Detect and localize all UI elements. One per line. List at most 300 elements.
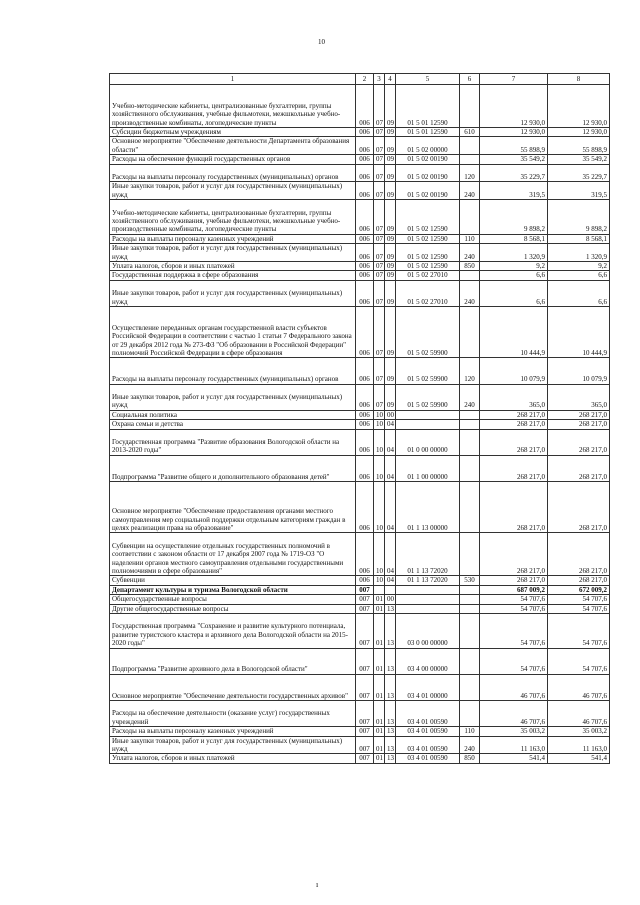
row-ministry-code-cell: 006 <box>356 420 374 429</box>
row-target-article-cell: 01 1 13 00000 <box>396 482 460 533</box>
row-expense-type-cell <box>460 155 480 164</box>
row-ministry-code-cell: 006 <box>356 137 374 155</box>
row-amount-year1-cell: 12 930,0 <box>480 85 548 128</box>
row-ministry-code-cell: 006 <box>356 307 374 358</box>
row-amount-year1-cell: 55 898,9 <box>480 137 548 155</box>
table-row <box>110 271 610 280</box>
row-amount-year1-cell: 54 707,6 <box>480 648 548 674</box>
row-amount-year1-cell: 268 217,0 <box>480 410 548 419</box>
row-amount-year1-cell: 268 217,0 <box>480 482 548 533</box>
row-subsection-cell: 09 <box>385 164 396 182</box>
table-row <box>110 200 610 235</box>
row-subsection-cell: 04 <box>385 429 396 455</box>
row-expense-type-cell <box>460 410 480 419</box>
row-expense-type-cell <box>460 271 480 280</box>
header-cell: 1 <box>110 74 356 85</box>
table-row <box>110 164 610 182</box>
row-ministry-code-cell: 007 <box>356 595 374 604</box>
row-ministry-code-cell: 007 <box>356 754 374 763</box>
row-ministry-code-cell: 006 <box>356 128 374 137</box>
row-name-cell: Основное мероприятие "Обеспечение предоставления органами местного самоуправления мер социальной поддержки отдельным категориям граждан в целях реализации права на образование" <box>110 482 356 533</box>
row-section-cell: 07 <box>374 384 385 410</box>
row-name-cell: Расходы на выплаты персоналу казенных учреждений <box>110 727 356 736</box>
row-name-cell: Государственная программа "Развитие образования Вологодской области на 2013-2020 годы" <box>110 429 356 455</box>
row-name-cell: Осуществление переданных органам государственной власти субъектов Российской Федерации в соответствии с частью 1 статьи 7 Федерального закона от 29 декабря 2012 года № 273-ФЗ "Об образовании в Российской Федерации" полномочий Российской Федерации в сфере образования <box>110 307 356 358</box>
header-cell: 2 <box>356 74 374 85</box>
row-amount-year2-cell: 54 707,6 <box>548 614 610 649</box>
row-target-article-cell: 01 5 02 59900 <box>396 358 460 384</box>
row-amount-year2-cell: 55 898,9 <box>548 137 610 155</box>
table-row <box>110 429 610 455</box>
row-section-cell: 01 <box>374 674 385 700</box>
row-subsection-cell: 13 <box>385 674 396 700</box>
row-subsection-cell: 09 <box>385 85 396 128</box>
row-section-cell: 01 <box>374 754 385 763</box>
table-row <box>110 533 610 576</box>
row-amount-year2-cell: 365,0 <box>548 384 610 410</box>
row-expense-type-cell <box>460 455 480 481</box>
row-subsection-cell: 09 <box>385 307 396 358</box>
row-amount-year2-cell: 268 217,0 <box>548 420 610 429</box>
table-row <box>110 648 610 674</box>
row-target-article-cell: 01 5 01 12590 <box>396 85 460 128</box>
row-amount-year1-cell: 6,6 <box>480 280 548 306</box>
row-name-cell: Иные закупки товаров, работ и услуг для государственных (муниципальных) нужд <box>110 384 356 410</box>
row-expense-type-cell: 850 <box>460 754 480 763</box>
row-ministry-code-cell: 006 <box>356 200 374 235</box>
row-expense-type-cell: 850 <box>460 262 480 271</box>
row-expense-type-cell: 240 <box>460 280 480 306</box>
row-amount-year1-cell: 35 003,2 <box>480 727 548 736</box>
row-amount-year1-cell: 9 898,2 <box>480 200 548 235</box>
row-ministry-code-cell: 006 <box>356 384 374 410</box>
row-section-cell: 07 <box>374 155 385 164</box>
row-name-cell: Основное мероприятие "Обеспечение деятельности государственных архивов" <box>110 674 356 700</box>
table-row <box>110 244 610 262</box>
row-amount-year2-cell: 35 229,7 <box>548 164 610 182</box>
table-row <box>110 754 610 763</box>
row-amount-year1-cell: 268 217,0 <box>480 576 548 585</box>
row-expense-type-cell: 110 <box>460 234 480 243</box>
row-target-article-cell: 01 5 02 27010 <box>396 271 460 280</box>
row-subsection-cell: 13 <box>385 648 396 674</box>
row-amount-year2-cell: 268 217,0 <box>548 455 610 481</box>
row-amount-year1-cell: 268 217,0 <box>480 455 548 481</box>
row-amount-year1-cell: 35 229,7 <box>480 164 548 182</box>
row-target-article-cell: 01 5 02 27010 <box>396 280 460 306</box>
row-target-article-cell: 03 4 01 00590 <box>396 700 460 726</box>
row-target-article-cell: 03 4 00 00000 <box>396 648 460 674</box>
row-subsection-cell: 13 <box>385 736 396 754</box>
row-ministry-code-cell: 006 <box>356 410 374 419</box>
row-subsection-cell: 13 <box>385 614 396 649</box>
row-amount-year2-cell: 10 079,9 <box>548 358 610 384</box>
row-ministry-code-cell: 006 <box>356 262 374 271</box>
row-subsection-cell: 13 <box>385 754 396 763</box>
row-target-article-cell: 01 5 02 59900 <box>396 307 460 358</box>
row-ministry-code-cell: 007 <box>356 648 374 674</box>
row-subsection-cell: 09 <box>385 128 396 137</box>
table-row <box>110 137 610 155</box>
row-amount-year1-cell: 268 217,0 <box>480 429 548 455</box>
table-row <box>110 358 610 384</box>
row-name-cell: Уплата налогов, сборов и иных платежей <box>110 754 356 763</box>
table-row <box>110 614 610 649</box>
row-name-cell: Субсидии бюджетным учреждениям <box>110 128 356 137</box>
row-amount-year1-cell: 12 930,0 <box>480 128 548 137</box>
row-section-cell: 07 <box>374 164 385 182</box>
row-target-article-cell: 01 5 01 12590 <box>396 128 460 137</box>
row-target-article-cell: 01 1 13 72020 <box>396 533 460 576</box>
row-section-cell: 07 <box>374 244 385 262</box>
row-target-article-cell: 01 5 02 00190 <box>396 155 460 164</box>
row-amount-year2-cell: 9,2 <box>548 262 610 271</box>
row-name-cell: Иные закупки товаров, работ и услуг для государственных (муниципальных) нужд <box>110 280 356 306</box>
row-section-cell: 07 <box>374 128 385 137</box>
row-expense-type-cell <box>460 420 480 429</box>
table-row <box>110 420 610 429</box>
row-amount-year1-cell: 541,4 <box>480 754 548 763</box>
row-expense-type-cell: 240 <box>460 244 480 262</box>
row-expense-type-cell <box>460 604 480 613</box>
row-name-cell: Субвенции <box>110 576 356 585</box>
row-target-article-cell <box>396 595 460 604</box>
row-amount-year1-cell: 9,2 <box>480 262 548 271</box>
row-expense-type-cell: 120 <box>460 164 480 182</box>
row-subsection-cell: 00 <box>385 410 396 419</box>
row-ministry-code-cell: 006 <box>356 234 374 243</box>
row-amount-year1-cell: 1 320,9 <box>480 244 548 262</box>
row-expense-type-cell <box>460 674 480 700</box>
row-target-article-cell: 01 5 02 59900 <box>396 384 460 410</box>
row-name-cell: Государственная программа "Сохранение и развитие культурного потенциала, развитие туристского кластера и архивного дела Вологодской области на 2015-2020 годы" <box>110 614 356 649</box>
row-ministry-code-cell: 006 <box>356 280 374 306</box>
row-expense-type-cell <box>460 307 480 358</box>
row-ministry-code-cell: 006 <box>356 182 374 200</box>
row-name-cell: Расходы на выплаты персоналу государственных (муниципальных) органов <box>110 164 356 182</box>
row-ministry-code-cell: 006 <box>356 429 374 455</box>
row-subsection-cell: 04 <box>385 576 396 585</box>
table-row <box>110 182 610 200</box>
row-name-cell: Подпрограмма "Развитие архивного дела в Вологодской области" <box>110 648 356 674</box>
row-name-cell: Расходы на выплаты персоналу казенных учреждений <box>110 234 356 243</box>
row-expense-type-cell: 240 <box>460 384 480 410</box>
row-name-cell: Иные закупки товаров, работ и услуг для государственных (муниципальных) нужд <box>110 736 356 754</box>
row-target-article-cell: 01 0 00 00000 <box>396 429 460 455</box>
row-section-cell: 07 <box>374 358 385 384</box>
row-expense-type-cell <box>460 482 480 533</box>
row-subsection-cell: 09 <box>385 244 396 262</box>
row-section-cell: 07 <box>374 137 385 155</box>
table-row <box>110 455 610 481</box>
table-row <box>110 410 610 419</box>
row-amount-year1-cell: 46 707,6 <box>480 700 548 726</box>
row-ministry-code-cell: 007 <box>356 736 374 754</box>
header-cell: 7 <box>480 74 548 85</box>
row-amount-year2-cell: 268 217,0 <box>548 576 610 585</box>
row-amount-year2-cell: 54 707,6 <box>548 595 610 604</box>
row-amount-year1-cell: 54 707,6 <box>480 614 548 649</box>
row-subsection-cell: 13 <box>385 604 396 613</box>
row-ministry-code-cell: 006 <box>356 576 374 585</box>
row-target-article-cell: 03 0 00 00000 <box>396 614 460 649</box>
row-amount-year1-cell: 268 217,0 <box>480 420 548 429</box>
row-target-article-cell <box>396 410 460 419</box>
header-cell: 8 <box>548 74 610 85</box>
row-name-cell: Государственная поддержка в сфере образования <box>110 271 356 280</box>
row-target-article-cell: 03 4 01 00590 <box>396 736 460 754</box>
row-expense-type-cell <box>460 533 480 576</box>
row-amount-year2-cell: 54 707,6 <box>548 648 610 674</box>
row-ministry-code-cell: 006 <box>356 164 374 182</box>
row-subsection-cell: 09 <box>385 384 396 410</box>
row-subsection-cell: 09 <box>385 155 396 164</box>
row-amount-year2-cell: 35 549,2 <box>548 155 610 164</box>
row-section-cell: 01 <box>374 727 385 736</box>
row-expense-type-cell <box>460 137 480 155</box>
row-name-cell: Охрана семьи и детства <box>110 420 356 429</box>
row-subsection-cell: 09 <box>385 262 396 271</box>
row-expense-type-cell <box>460 429 480 455</box>
footer-mark: ı <box>316 880 319 889</box>
row-ministry-code-cell: 006 <box>356 358 374 384</box>
row-amount-year2-cell: 12 930,0 <box>548 128 610 137</box>
table-row <box>110 585 610 594</box>
row-section-cell: 01 <box>374 648 385 674</box>
row-ministry-code-cell: 007 <box>356 614 374 649</box>
row-subsection-cell: 04 <box>385 533 396 576</box>
row-subsection-cell: 04 <box>385 455 396 481</box>
row-name-cell: Учебно-методические кабинеты, централизованные бухгалтерии, группы хозяйственного обслуживания, учебные фильмотеки, межшкольные учебно-производственные комбинаты, логопедические пункты <box>110 200 356 235</box>
row-amount-year1-cell: 319,5 <box>480 182 548 200</box>
table-header-row <box>110 74 610 85</box>
header-cell: 4 <box>385 74 396 85</box>
row-subsection-cell: 09 <box>385 182 396 200</box>
row-section-cell: 10 <box>374 410 385 419</box>
table-row <box>110 700 610 726</box>
row-section-cell: 07 <box>374 307 385 358</box>
row-target-article-cell: 03 4 01 00000 <box>396 674 460 700</box>
row-expense-type-cell: 110 <box>460 727 480 736</box>
row-amount-year1-cell: 35 549,2 <box>480 155 548 164</box>
row-amount-year2-cell: 672 009,2 <box>548 585 610 594</box>
table-row <box>110 595 610 604</box>
row-subsection-cell: 04 <box>385 420 396 429</box>
table-row <box>110 234 610 243</box>
row-ministry-code-cell: 006 <box>356 155 374 164</box>
row-name-cell: Уплата налогов, сборов и иных платежей <box>110 262 356 271</box>
row-section-cell: 07 <box>374 182 385 200</box>
row-name-cell: Субвенции на осуществление отдельных государственных полномочий в соответствии с законом области от 17 декабря 2007 года № 1719-ОЗ "О наделении органов местного самоуправления отдельными государственными полномочиями в сфере образования" <box>110 533 356 576</box>
table-row <box>110 262 610 271</box>
row-section-cell: 01 <box>374 736 385 754</box>
row-expense-type-cell: 240 <box>460 182 480 200</box>
table-row <box>110 85 610 128</box>
row-expense-type-cell: 610 <box>460 128 480 137</box>
row-target-article-cell: 01 5 02 12590 <box>396 262 460 271</box>
row-target-article-cell <box>396 604 460 613</box>
row-name-cell: Подпрограмма "Развитие общего и дополнительного образования детей" <box>110 455 356 481</box>
row-expense-type-cell <box>460 648 480 674</box>
row-section-cell: 01 <box>374 604 385 613</box>
row-amount-year2-cell: 9 898,2 <box>548 200 610 235</box>
table-row <box>110 674 610 700</box>
table-row <box>110 307 610 358</box>
row-expense-type-cell <box>460 700 480 726</box>
row-amount-year1-cell: 46 707,6 <box>480 674 548 700</box>
row-target-article-cell: 01 5 02 00190 <box>396 164 460 182</box>
row-subsection-cell: 04 <box>385 482 396 533</box>
table-row <box>110 482 610 533</box>
row-name-cell: Расходы на обеспечение деятельности (оказание услуг) государственных учреждений <box>110 700 356 726</box>
row-target-article-cell: 01 5 02 00190 <box>396 182 460 200</box>
header-cell: 3 <box>374 74 385 85</box>
row-name-cell: Расходы на выплаты персоналу государственных (муниципальных) органов <box>110 358 356 384</box>
table-row <box>110 280 610 306</box>
row-target-article-cell <box>396 420 460 429</box>
row-amount-year2-cell: 6,6 <box>548 271 610 280</box>
row-amount-year2-cell: 11 163,0 <box>548 736 610 754</box>
row-amount-year1-cell: 8 568,1 <box>480 234 548 243</box>
row-amount-year2-cell: 268 217,0 <box>548 429 610 455</box>
row-expense-type-cell <box>460 585 480 594</box>
row-name-cell: Расходы на обеспечение функций государственных органов <box>110 155 356 164</box>
row-ministry-code-cell: 007 <box>356 604 374 613</box>
row-ministry-code-cell: 007 <box>356 674 374 700</box>
row-expense-type-cell: 120 <box>460 358 480 384</box>
row-target-article-cell: 01 1 13 72020 <box>396 576 460 585</box>
row-amount-year2-cell: 1 320,9 <box>548 244 610 262</box>
table-row <box>110 128 610 137</box>
row-target-article-cell <box>396 585 460 594</box>
row-target-article-cell: 03 4 01 00590 <box>396 727 460 736</box>
row-name-cell: Другие общегосударственные вопросы <box>110 604 356 613</box>
row-amount-year2-cell: 319,5 <box>548 182 610 200</box>
row-amount-year1-cell: 268 217,0 <box>480 533 548 576</box>
row-name-cell: Департамент культуры и туризма Вологодской области <box>110 585 356 594</box>
page-number: 10 <box>318 38 325 46</box>
row-section-cell: 10 <box>374 429 385 455</box>
row-amount-year2-cell: 12 930,0 <box>548 85 610 128</box>
row-section-cell: 01 <box>374 700 385 726</box>
row-target-article-cell: 01 5 02 12590 <box>396 234 460 243</box>
row-subsection-cell: 13 <box>385 727 396 736</box>
row-expense-type-cell <box>460 85 480 128</box>
row-target-article-cell: 01 1 00 00000 <box>396 455 460 481</box>
row-section-cell: 10 <box>374 455 385 481</box>
row-target-article-cell: 01 5 02 12590 <box>396 200 460 235</box>
row-section-cell: 10 <box>374 482 385 533</box>
table-row <box>110 576 610 585</box>
row-expense-type-cell <box>460 595 480 604</box>
row-section-cell <box>374 585 385 594</box>
row-ministry-code-cell: 007 <box>356 585 374 594</box>
row-amount-year2-cell: 541,4 <box>548 754 610 763</box>
row-amount-year2-cell: 35 003,2 <box>548 727 610 736</box>
row-subsection-cell: 13 <box>385 700 396 726</box>
row-subsection-cell: 09 <box>385 200 396 235</box>
row-section-cell: 07 <box>374 234 385 243</box>
row-name-cell: Учебно-методические кабинеты, централизованные бухгалтерии, группы хозяйственного обслуживания, учебные фильмотеки, межшкольные учебно-производственные комбинаты, логопедические пункты <box>110 85 356 128</box>
row-section-cell: 07 <box>374 262 385 271</box>
row-amount-year2-cell: 268 217,0 <box>548 410 610 419</box>
row-amount-year2-cell: 8 568,1 <box>548 234 610 243</box>
row-subsection-cell: 09 <box>385 271 396 280</box>
row-expense-type-cell <box>460 614 480 649</box>
row-ministry-code-cell: 006 <box>356 533 374 576</box>
row-section-cell: 01 <box>374 614 385 649</box>
row-subsection-cell: 09 <box>385 280 396 306</box>
row-target-article-cell: 03 4 01 00590 <box>396 754 460 763</box>
row-target-article-cell: 01 5 02 00000 <box>396 137 460 155</box>
row-expense-type-cell <box>460 200 480 235</box>
row-subsection-cell: 09 <box>385 234 396 243</box>
row-amount-year1-cell: 687 009,2 <box>480 585 548 594</box>
header-cell: 6 <box>460 74 480 85</box>
row-subsection-cell <box>385 585 396 594</box>
row-section-cell: 10 <box>374 533 385 576</box>
row-subsection-cell: 00 <box>385 595 396 604</box>
row-ministry-code-cell: 006 <box>356 271 374 280</box>
row-amount-year1-cell: 365,0 <box>480 384 548 410</box>
row-ministry-code-cell: 007 <box>356 727 374 736</box>
table-row <box>110 736 610 754</box>
table-body <box>110 74 610 764</box>
row-amount-year1-cell: 54 707,6 <box>480 604 548 613</box>
row-amount-year2-cell: 54 707,6 <box>548 604 610 613</box>
row-section-cell: 10 <box>374 576 385 585</box>
row-subsection-cell: 09 <box>385 137 396 155</box>
row-ministry-code-cell: 007 <box>356 700 374 726</box>
row-amount-year1-cell: 54 707,6 <box>480 595 548 604</box>
row-section-cell: 10 <box>374 420 385 429</box>
budget-table <box>109 73 610 764</box>
row-subsection-cell: 09 <box>385 358 396 384</box>
row-name-cell: Общегосударственные вопросы <box>110 595 356 604</box>
row-ministry-code-cell: 006 <box>356 244 374 262</box>
row-amount-year2-cell: 46 707,6 <box>548 674 610 700</box>
row-amount-year2-cell: 10 444,9 <box>548 307 610 358</box>
row-name-cell: Основное мероприятие "Обеспечение деятельности Департамента образования области" <box>110 137 356 155</box>
row-amount-year1-cell: 10 079,9 <box>480 358 548 384</box>
row-amount-year2-cell: 46 707,6 <box>548 700 610 726</box>
row-target-article-cell: 01 5 02 12590 <box>396 244 460 262</box>
row-amount-year2-cell: 268 217,0 <box>548 482 610 533</box>
row-section-cell: 07 <box>374 85 385 128</box>
row-ministry-code-cell: 006 <box>356 85 374 128</box>
row-section-cell: 07 <box>374 200 385 235</box>
row-amount-year1-cell: 10 444,9 <box>480 307 548 358</box>
row-section-cell: 07 <box>374 271 385 280</box>
row-section-cell: 07 <box>374 280 385 306</box>
table-row <box>110 604 610 613</box>
row-amount-year2-cell: 6,6 <box>548 280 610 306</box>
row-expense-type-cell: 240 <box>460 736 480 754</box>
header-cell: 5 <box>396 74 460 85</box>
row-ministry-code-cell: 006 <box>356 455 374 481</box>
table-row <box>110 727 610 736</box>
row-name-cell: Иные закупки товаров, работ и услуг для государственных (муниципальных) нужд <box>110 182 356 200</box>
table-row <box>110 384 610 410</box>
row-section-cell: 01 <box>374 595 385 604</box>
row-name-cell: Иные закупки товаров, работ и услуг для государственных (муниципальных) нужд <box>110 244 356 262</box>
row-amount-year1-cell: 11 163,0 <box>480 736 548 754</box>
row-amount-year2-cell: 268 217,0 <box>548 533 610 576</box>
row-name-cell: Социальная политика <box>110 410 356 419</box>
row-expense-type-cell: 530 <box>460 576 480 585</box>
row-amount-year1-cell: 6,6 <box>480 271 548 280</box>
table-row <box>110 155 610 164</box>
